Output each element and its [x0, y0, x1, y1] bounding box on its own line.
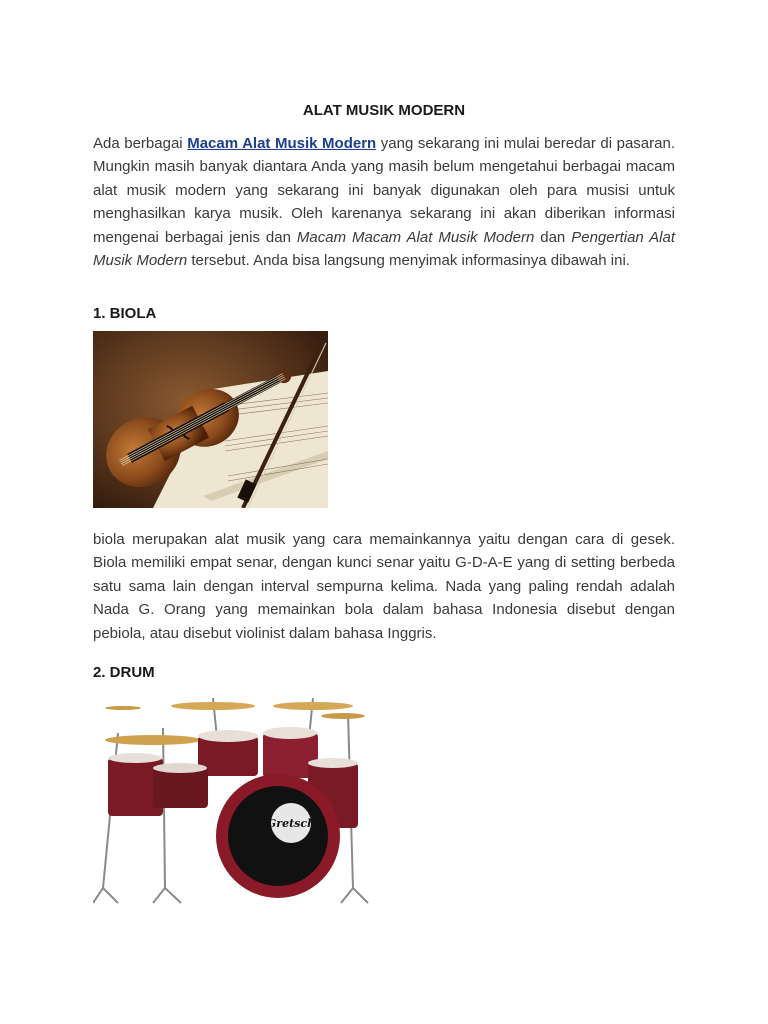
intro-paragraph: [93, 132, 675, 272]
intro-italic-2: Pengertian Alat Musik Modern: [93, 228, 675, 270]
intro-text-3: dan: [534, 228, 572, 246]
intro-italic-1: Macam Macam Alat Musik Modern: [296, 228, 535, 246]
section-heading-drum: 2. DRUM: [93, 664, 155, 681]
drum-kit-image: [93, 688, 378, 906]
macam-alat-musik-link[interactable]: Macam Alat Musik Modern: [187, 135, 377, 152]
section-heading-biola: 1. BIOLA: [93, 305, 157, 322]
biola-paragraph: biola merupakan alat musik yang cara memainkannya yaitu dengan cara di gesek. Biola memiliki empat senar, dengan kunci senar yaitu G-D-A-E yang di setting berbeda satu sama lain dengan interval sempurna kelima. Nada yang paling rendah adalah Nada G. Orang yang memainkan bola dalam bahasa Indonesia disebut dengan pebiola, atau disebut violinist dalam bahasa Inggris.: [93, 531, 675, 642]
page-title: ALAT MUSIK MODERN: [302, 102, 466, 119]
intro-text-2: yang sekarang ini mulai beredar di pasaran. Mungkin masih banyak diantara Anda yang masih belum mengetahui berbagai macam alat musik modern yang sekarang ini banyak digunakan oleh para musisi untuk menghasilkan karya musik. Oleh karenanya sekarang ini akan diberikan informasi mengenai berbagai jenis dan: [93, 135, 675, 246]
intro-text-1: Ada berbagai: [93, 135, 188, 152]
intro-text-4: tersebut. Anda bisa langsung menyimak informasinya dibawah ini.: [187, 252, 630, 270]
violin-image: [93, 331, 328, 508]
gretsch-logo-text: Gretsch: [266, 817, 316, 830]
